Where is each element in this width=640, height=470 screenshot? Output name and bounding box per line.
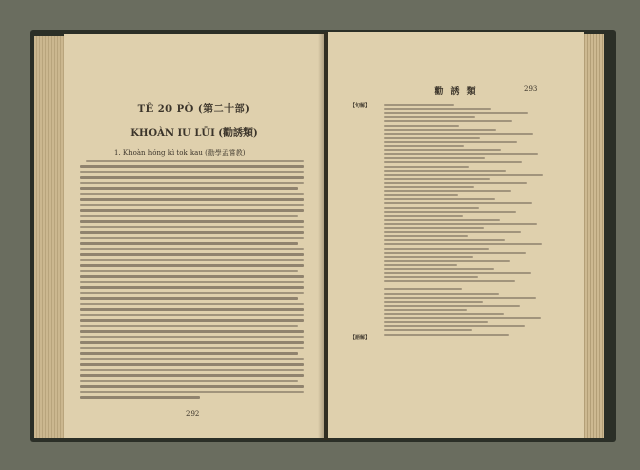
- numbered-line: [384, 313, 504, 315]
- text-line: [80, 385, 304, 388]
- chapter-title: [64, 100, 324, 115]
- section-number: 1.: [114, 149, 121, 157]
- numbered-line: [384, 309, 467, 311]
- text-line: [80, 336, 304, 338]
- text-line: [80, 171, 304, 173]
- numbered-line: [384, 215, 463, 217]
- text-line: [80, 220, 304, 223]
- text-line: [80, 187, 298, 190]
- numbered-line: [384, 161, 522, 163]
- numbered-line: [384, 219, 500, 221]
- bracket-label-vocab: 【語解】: [350, 335, 371, 341]
- text-line: [80, 176, 304, 179]
- text-line: [80, 330, 304, 333]
- text-line: [80, 209, 304, 212]
- left-page: [64, 34, 324, 438]
- text-line: [80, 286, 304, 289]
- chapter-title-chinese: (第二十部): [197, 104, 251, 115]
- numbered-line: [384, 137, 480, 139]
- bracket-label-sentence: 【句解】: [350, 103, 371, 109]
- numbered-line: [384, 239, 505, 241]
- running-head: 勸 誘 類: [434, 87, 478, 97]
- left-page-number: 292: [186, 410, 200, 418]
- right-page-edges: [582, 34, 604, 438]
- text-line: [80, 242, 298, 245]
- numbered-line: [384, 252, 526, 254]
- section-title-chinese: (勸學孟嘗教): [205, 149, 246, 157]
- text-line: [80, 264, 304, 267]
- numbered-line: [384, 260, 510, 262]
- text-line: [80, 253, 304, 256]
- text-line: [80, 347, 304, 349]
- numbered-line: [384, 174, 543, 176]
- numbered-line: [384, 170, 506, 172]
- text-line: [80, 341, 304, 344]
- numbered-line: [384, 231, 521, 233]
- numbered-line: [384, 207, 479, 209]
- text-line: [80, 297, 298, 300]
- text-line: [80, 319, 304, 322]
- text-line: [80, 165, 304, 168]
- numbered-line: [384, 166, 469, 168]
- numbered-line: [384, 178, 490, 180]
- numbered-line: [384, 288, 462, 290]
- numbered-line: [384, 202, 532, 204]
- text-line: [80, 248, 304, 250]
- section-title: Khoàn hóng kì tok kau: [122, 149, 203, 157]
- text-line: [80, 391, 304, 393]
- numbered-line: [384, 194, 458, 196]
- numbered-line: [384, 211, 516, 213]
- text-line: [80, 358, 304, 360]
- right-page-number: 293: [524, 85, 538, 93]
- numbered-line: [384, 280, 515, 282]
- numbered-line: [384, 256, 473, 258]
- numbered-line: [384, 129, 496, 131]
- numbered-line: [384, 108, 491, 110]
- text-line: [80, 193, 304, 195]
- numbered-line: [384, 329, 472, 331]
- text-line: [80, 380, 298, 382]
- numbered-line: [384, 301, 483, 303]
- numbered-line: [384, 182, 527, 184]
- numbered-line: [384, 190, 511, 192]
- text-line: [80, 308, 304, 311]
- text-line: [80, 215, 298, 217]
- numbered-line: [384, 243, 542, 245]
- numbered-line: [384, 141, 517, 143]
- text-line: [80, 259, 304, 261]
- text-line: [80, 369, 304, 371]
- chapter-title-romanized: TÊ 20 PÒ: [137, 104, 194, 115]
- numbered-line: [384, 293, 499, 295]
- text-line: [80, 231, 304, 234]
- right-page: [328, 32, 584, 438]
- numbered-line: [384, 297, 536, 299]
- text-line: [86, 160, 304, 162]
- numbered-line: [384, 334, 509, 336]
- numbered-line: [384, 133, 533, 135]
- text-line: [80, 325, 298, 327]
- chapter-subtitle-romanized: KHOÀN IU LŪI: [130, 128, 215, 139]
- section-heading: [114, 148, 246, 158]
- numbered-line: [384, 186, 474, 188]
- text-line: [80, 182, 304, 184]
- numbered-line: [384, 120, 512, 122]
- numbered-line: [384, 305, 520, 307]
- numbered-line: [384, 223, 537, 225]
- numbered-line: [384, 112, 528, 114]
- text-line: [80, 270, 298, 272]
- text-line: [80, 303, 304, 305]
- numbered-line: [384, 235, 468, 237]
- text-line: [80, 237, 304, 239]
- numbered-line: [384, 116, 475, 118]
- text-line: [80, 396, 200, 399]
- chapter-subtitle: [64, 124, 324, 139]
- numbered-line: [384, 321, 488, 323]
- numbered-line: [384, 272, 531, 274]
- numbered-line: [384, 325, 525, 327]
- numbered-line: [384, 248, 489, 250]
- numbered-line: [384, 125, 459, 127]
- text-line: [80, 374, 304, 377]
- text-line: [80, 314, 304, 316]
- text-line: [80, 352, 298, 355]
- numbered-line: [384, 227, 484, 229]
- text-line: [80, 363, 304, 366]
- numbered-line: [384, 157, 485, 159]
- numbered-line: [384, 317, 541, 319]
- text-line: [80, 281, 304, 283]
- numbered-line: [384, 153, 538, 155]
- text-line: [80, 204, 304, 206]
- chapter-subtitle-chinese: (勸誘類): [218, 128, 258, 139]
- numbered-line: [384, 268, 494, 270]
- numbered-line: [384, 276, 478, 278]
- numbered-line: [384, 145, 464, 147]
- numbered-line: [384, 149, 501, 151]
- text-line: [80, 198, 304, 201]
- text-line: [80, 292, 304, 294]
- text-line: [80, 226, 304, 228]
- numbered-line: [384, 264, 457, 266]
- text-line: [80, 275, 304, 278]
- numbered-line: [384, 198, 495, 200]
- numbered-line: [384, 104, 454, 106]
